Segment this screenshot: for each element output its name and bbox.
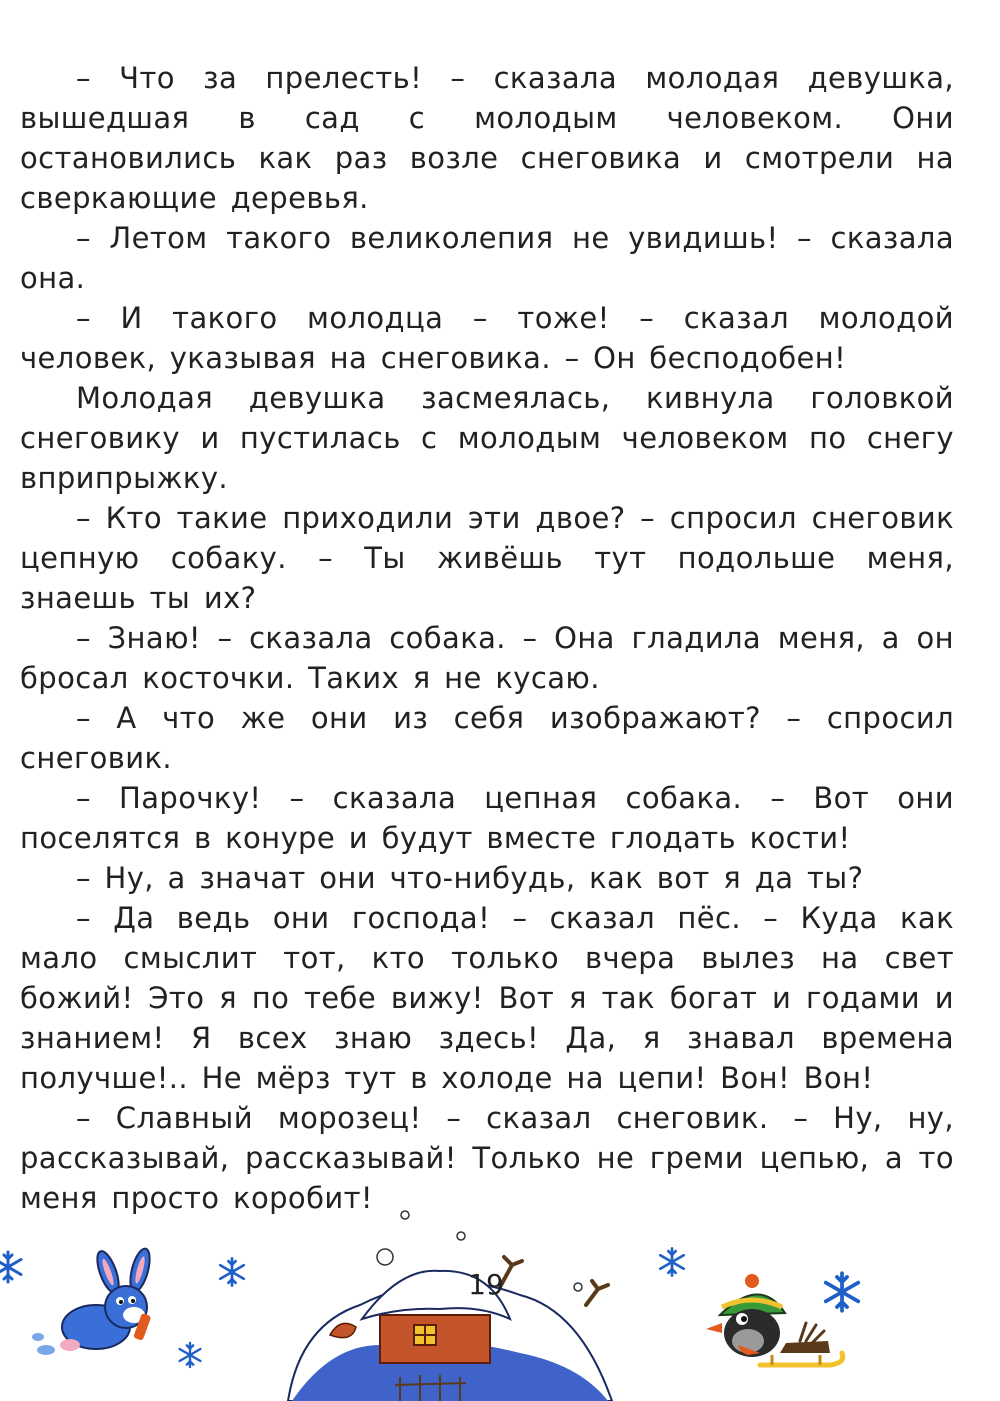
paragraph: – Летом такого великолепия не увидишь! – сказала она. xyxy=(20,221,954,295)
paragraph: – Ну, а значат они что-нибудь, как вот я да ты? xyxy=(76,861,864,895)
hare-illustration xyxy=(32,1247,153,1355)
paragraph: – А что же они из себя изображают? – спросил снеговик. xyxy=(20,701,954,775)
paragraph: – Что за прелесть! – сказала молодая девушка, вышедшая в сад с молодым человеком. Они остановились как раз возле снеговика и смотрели на сверкающие деревья. xyxy=(20,61,954,215)
paragraph: Молодая девушка засмеялась, кивнула головкой снеговику и пустилась с молодым человеком по снегу вприпрыжку. xyxy=(20,381,954,495)
paragraph: – Знаю! – сказала собака. – Она гладила меня, а он бросал косточки. Таких я не кусаю. xyxy=(20,621,954,695)
paragraph: – Да ведь они господа! – сказал пёс. – Куда как мало смыслит тот, кто только вчера вылез на свет божий! Это я по тебе вижу! Вот я так богат и годами и знанием! Я всех знаю здесь! Да, я знавал времена получше!.. Не мёрз тут в холоде на цепи! Вон! Вон! xyxy=(20,901,954,1095)
snowflake-icon xyxy=(220,1259,243,1286)
snowflake-icon xyxy=(660,1249,683,1276)
paragraph: – Кто такие приходили эти двое? – спросил снеговик цепную собаку. – Ты живёшь тут подольше меня, знаешь ты их? xyxy=(20,501,954,615)
story-text xyxy=(20,58,954,1218)
bird-on-sled-illustration xyxy=(706,1274,843,1365)
snowflake-icon xyxy=(180,1343,201,1367)
paragraph: – Парочку! – сказала цепная собака. – Вот они поселятся в конуре и будут вместе глодать кости! xyxy=(20,781,954,855)
snowy-house-illustration xyxy=(288,1257,612,1401)
paragraph: – Славный морозец! – сказал снеговик. – Ну, ну, рассказывай, рассказывай! Только не греми цепью, а то меня просто коробит! xyxy=(20,1101,954,1215)
page-number: 19 xyxy=(468,1268,504,1301)
snowflake-icon xyxy=(0,1252,21,1282)
snowflake-icon xyxy=(826,1273,859,1311)
paragraph: – И такого молодца – тоже! – сказал молодой человек, указывая на снеговика. – Он бесподобен! xyxy=(20,301,954,375)
